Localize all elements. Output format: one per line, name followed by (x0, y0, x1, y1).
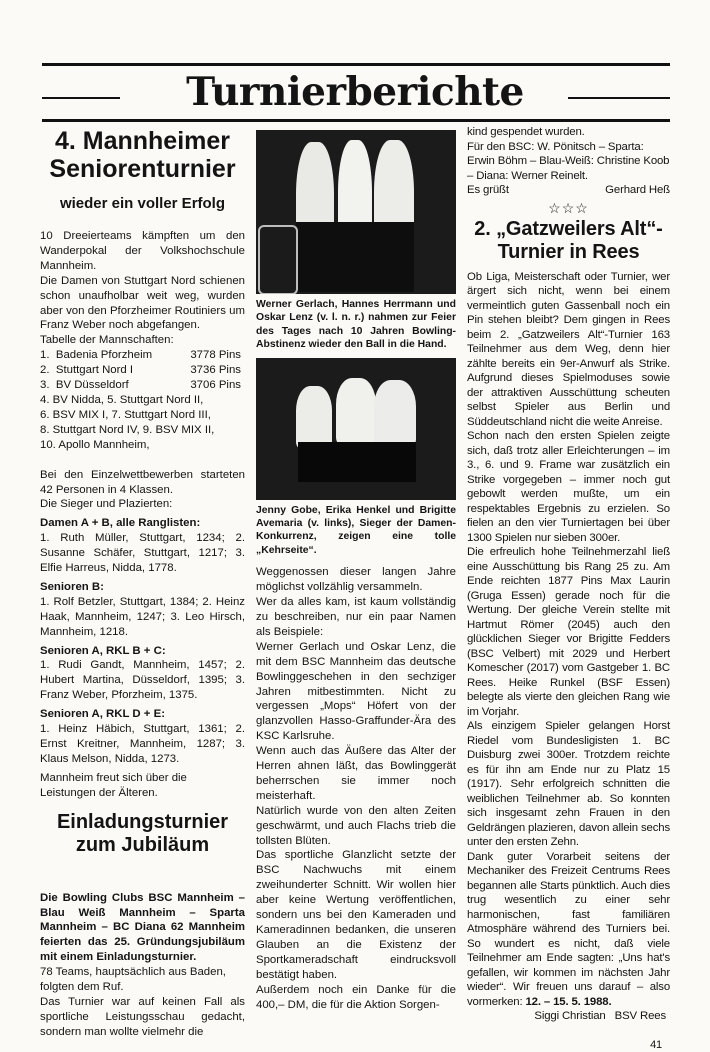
paragraph: Natürlich wurde von den alten Zeiten geschwärmt, und auch Flachs trieb die tollsten Blüten. (256, 804, 456, 847)
author: Siggi Christian (534, 1010, 606, 1022)
class-heading: Senioren A, RKL D + E: (40, 708, 166, 721)
paragraph: Das Turnier war auf keinen Fall als sportliche Leistungsschau gedacht, sondern man wollte vielmehr die (40, 995, 245, 1038)
table-rest: 10. Apollo Mannheim, (40, 438, 150, 451)
section-title: Turnierberichte (186, 69, 524, 115)
photo-three-men (256, 130, 456, 294)
table-rest: 4. BV Nidda, 5. Stuttgart Nord II, (40, 393, 204, 406)
club: BSV Rees (614, 1010, 666, 1022)
photo1-caption: Werner Gerlach, Hannes Herrmann und Oskar Lenz (v. l. n. r.) nahmen zur Feier des Tages nach 10 Jahren Bowling-Abstinenz wieder den Ball in die Hand. (256, 299, 456, 351)
bottom-rule (42, 119, 670, 122)
table-rest: 8. Stuttgart Nord IV, 9. BSV MIX II, (40, 423, 215, 436)
article2-title: Einladungsturnier zum Jubiläum (56, 810, 229, 856)
greeting: Es grüßt (467, 184, 509, 196)
columns (40, 125, 670, 1052)
paragraph: 10 Dreeierteams kämpften um den Wanderpokal der Volkshochschule Mannheim. (40, 230, 245, 272)
article1-title: 4. Mannheimer Seniorenturnier (49, 127, 236, 183)
star-separator-icon: ☆☆☆ (548, 199, 589, 216)
column-middle (256, 125, 456, 1012)
paragraph: Mannheim freut sich über die Leistungen der Älteren. (40, 771, 187, 799)
paragraph: Die erfreulich hohe Teilnehmerzahl ließ eine Ausschüttung bis Rang 25 zu. Am Ende reichten 1877 Pins Max Laurin (Gruga Essen) gerade noch für die Wertung. Der gleiche Verein stellte mit Hartmut Römer (2045) auch den glücklichen Sieger vor Brigitte Fedders (BSC Velbert) mit 2029 und Herbert Komescher (2017) vom Gastgeber 1. BC Rees. Heike Runkel (BSF Essen) belegte als vierte den gleichen Rang wie im Vorjahr. (467, 546, 670, 718)
paragraph: Das sportliche Glanzlicht setzte der BSC Nachwuchs mit einem zweihunderter Schnitt. Wir wollen hier aber keine Wertung veröffentlichen, sondern uns bei den Kameraden und Kameradinnen bedanken, die unseren Glauben an die Existenz der Sportkameradschaft eindrucksvoll bestätigt haben. (256, 849, 456, 981)
table-heading: Tabelle der Mannschaften: (40, 334, 174, 347)
photo2-caption: Jenny Gobe, Erika Henkel und Brigitte Avemaria (v. links), Sieger der Damen-Konkurrenz, zeigen eine tolle „Kehrseite“. (256, 504, 456, 556)
paragraph: Weggenossen dieser langen Jahre möglichst vollzählig versammeln. (256, 566, 456, 594)
paragraph: Als einzigem Spieler gelangen Horst Riedel vom Bundesligisten 1. BC Duisburg zwei 300er. Trotzdem reichte es für ihn am Ende nur zu Platz 15 (1917). Sehr erfolgreich schnitten die weiblichen Teilnehmer ab. So konnten sich insgesamt zehn Frauen in den Geldrängen plazieren, davon allein sechs unter den ersten Zehn. (467, 720, 670, 848)
class-heading: Damen A + B, alle Ranglisten: (40, 517, 201, 530)
column-right (467, 125, 670, 1052)
paragraph: Bei den Einzelwettbewerben starteten 42 Personen in 4 Klassen. (40, 468, 245, 496)
class-results: 1. Rudi Gandt, Mannheim, 1457; 2. Hubert Martina, Düsseldorf, 1395; 3. Franz Weber, Pforzheim, 1375. (40, 659, 245, 702)
paragraph: 78 Teams, hauptsächlich aus Baden, folgten dem Ruf. (40, 966, 226, 994)
class-results: 1. Heinz Häbich, Stuttgart, 1361; 2. Ernst Kreitner, Mannheim, 1287; 3. Klaus Melson, Nidda, 1273. (40, 723, 245, 765)
class-results: 1. Ruth Müller, Stuttgart, 1234; 2. Susanne Schäfer, Stuttgart, 1217; 3. Elfie Harreus, Nidda, 1778. (40, 532, 245, 575)
paragraph: Die Damen von Stuttgart Nord schienen schon unaufholbar weit weg, wurden aber von den Pforzheimer Routiniers um Franz Weber noch abgefangen. (40, 274, 245, 332)
paragraph: Werner Gerlach und Oskar Lenz, die mit dem BSC Mannheim das deutsche Bowlinggeschehen in den sechziger Jahren mitbestimmten. Nicht zu vergessen „Mops“ Höfert von der glanzvollen Hasso-Graffunder-Ära des KSC Karlsruhe. (256, 640, 456, 743)
figure-skirts (298, 442, 416, 482)
author: Gerhard Heß (605, 184, 670, 196)
paragraph: Für den BSC: W. Pönitsch – Sparta: Erwin Böhm – Blau-Weiß: Christine Koob – Diana: Werner Reinelt. (467, 140, 670, 182)
figure (336, 378, 376, 444)
paragraph: Die Sieger und Plazierten: (40, 498, 173, 511)
page-number: 41 (650, 1038, 662, 1051)
ball-return (258, 225, 298, 294)
paragraph: kind gespendet wurden. (467, 126, 585, 138)
article1-subtitle: wieder ein voller Erfolg (59, 195, 226, 212)
paragraph: Dank guter Vorarbeit seitens der Mechaniker des Freizeit Centrums Rees begannen alle Starts pünktlich. Auch dies trug wesentlich zu einer sehr harmonischen, fast familiären Atmosphäre während des Turniers bei. So wundert es nicht, daß viele Teilnehmer am Ende sagten: „Uns hat's gefallen, wir kommen im nächsten Jahr wieder“. Wir freuen uns darauf – also vormerken: 12. – 15. 5. 1988. (467, 850, 670, 1008)
top-rule (42, 63, 670, 66)
team-table (40, 348, 245, 393)
table-row: 1. Badenia Pforzheim 3778 Pins (40, 349, 241, 362)
article2-lead: Die Bowling Clubs BSC Mannheim – Blau Weiß Mannheim – Sparta Mannheim – BC Diana 62 Mannheim feierten das 25. Gründungsjubiläum mit einem Einladungsturnier. (40, 891, 245, 964)
figure-legs (296, 222, 414, 292)
event-date: 12. – 15. 5. 1988. (525, 995, 612, 1008)
table-row: 2. Stuttgart Nord I 3736 Pins (40, 364, 241, 377)
table-row: 3. BV Düsseldorf 3706 Pins (40, 379, 241, 392)
photo-three-women (256, 358, 456, 500)
paragraph: Schon nach den ersten Spielen zeigte sich, daß trotz aller Erleichterungen – im 3., 6. und 9. Frame war zusätzlich ein Strike vorgegeben – immer noch gut gebowlt werden mußte, um ein respektables Ergebnis zu erzielen. So fielen an den vier Turniertagen bei über 1300 Spielen nur sieben 300er. (467, 430, 670, 544)
article3-title: 2. „Gatzweilers Alt“- Turnier in Rees (474, 217, 663, 263)
figure (374, 380, 416, 446)
signature-line (467, 183, 670, 198)
paragraph: Außerdem noch ein Danke für die 400,– DM, die für die Aktion Sorgen- (256, 983, 456, 1011)
paragraph: Ob Liga, Meisterschaft oder Turnier, wer ärgert sich nicht, wenn bei einem vermeintlich guten Gassenball noch ein Pin stehen bleibt? Dem gingen in Rees beim 2. „Gatzweilers Alt“-Turnier 163 Teilnehmer aus dem Weg, denn hier zählte bereits ein 9er-Anwurf als Strike. Aufgrund dieses Spielmoduses sowie der attraktiven Ausschüttung scheuten selbst Spieler aus Berlin und Süddeutschland nicht die weite Anreise. (467, 270, 670, 428)
class-results: 1. Rolf Betzler, Stuttgart, 1384; 2. Heinz Haak, Mannheim, 1247; 3. Leo Hirsch, Mannheim, 1218. (40, 595, 245, 638)
article3-signature (467, 1009, 670, 1024)
class-heading: Senioren A, RKL B + C: (40, 644, 166, 657)
paragraph: Wer da alles kam, ist kaum vollständig zu beschreiben, nur ein paar Namen als Beispiele: (256, 596, 456, 638)
paragraph: Wenn auch das Äußere das Alter der Herren ahnen läßt, das Bowlinggerät beherrschen sie immer noch meisterhaft. (256, 745, 456, 802)
class-heading: Senioren B: (40, 580, 104, 593)
table-rest: 6. BSV MIX I, 7. Stuttgart Nord III, (40, 408, 211, 421)
column-left (40, 125, 245, 1040)
figure (296, 386, 332, 448)
